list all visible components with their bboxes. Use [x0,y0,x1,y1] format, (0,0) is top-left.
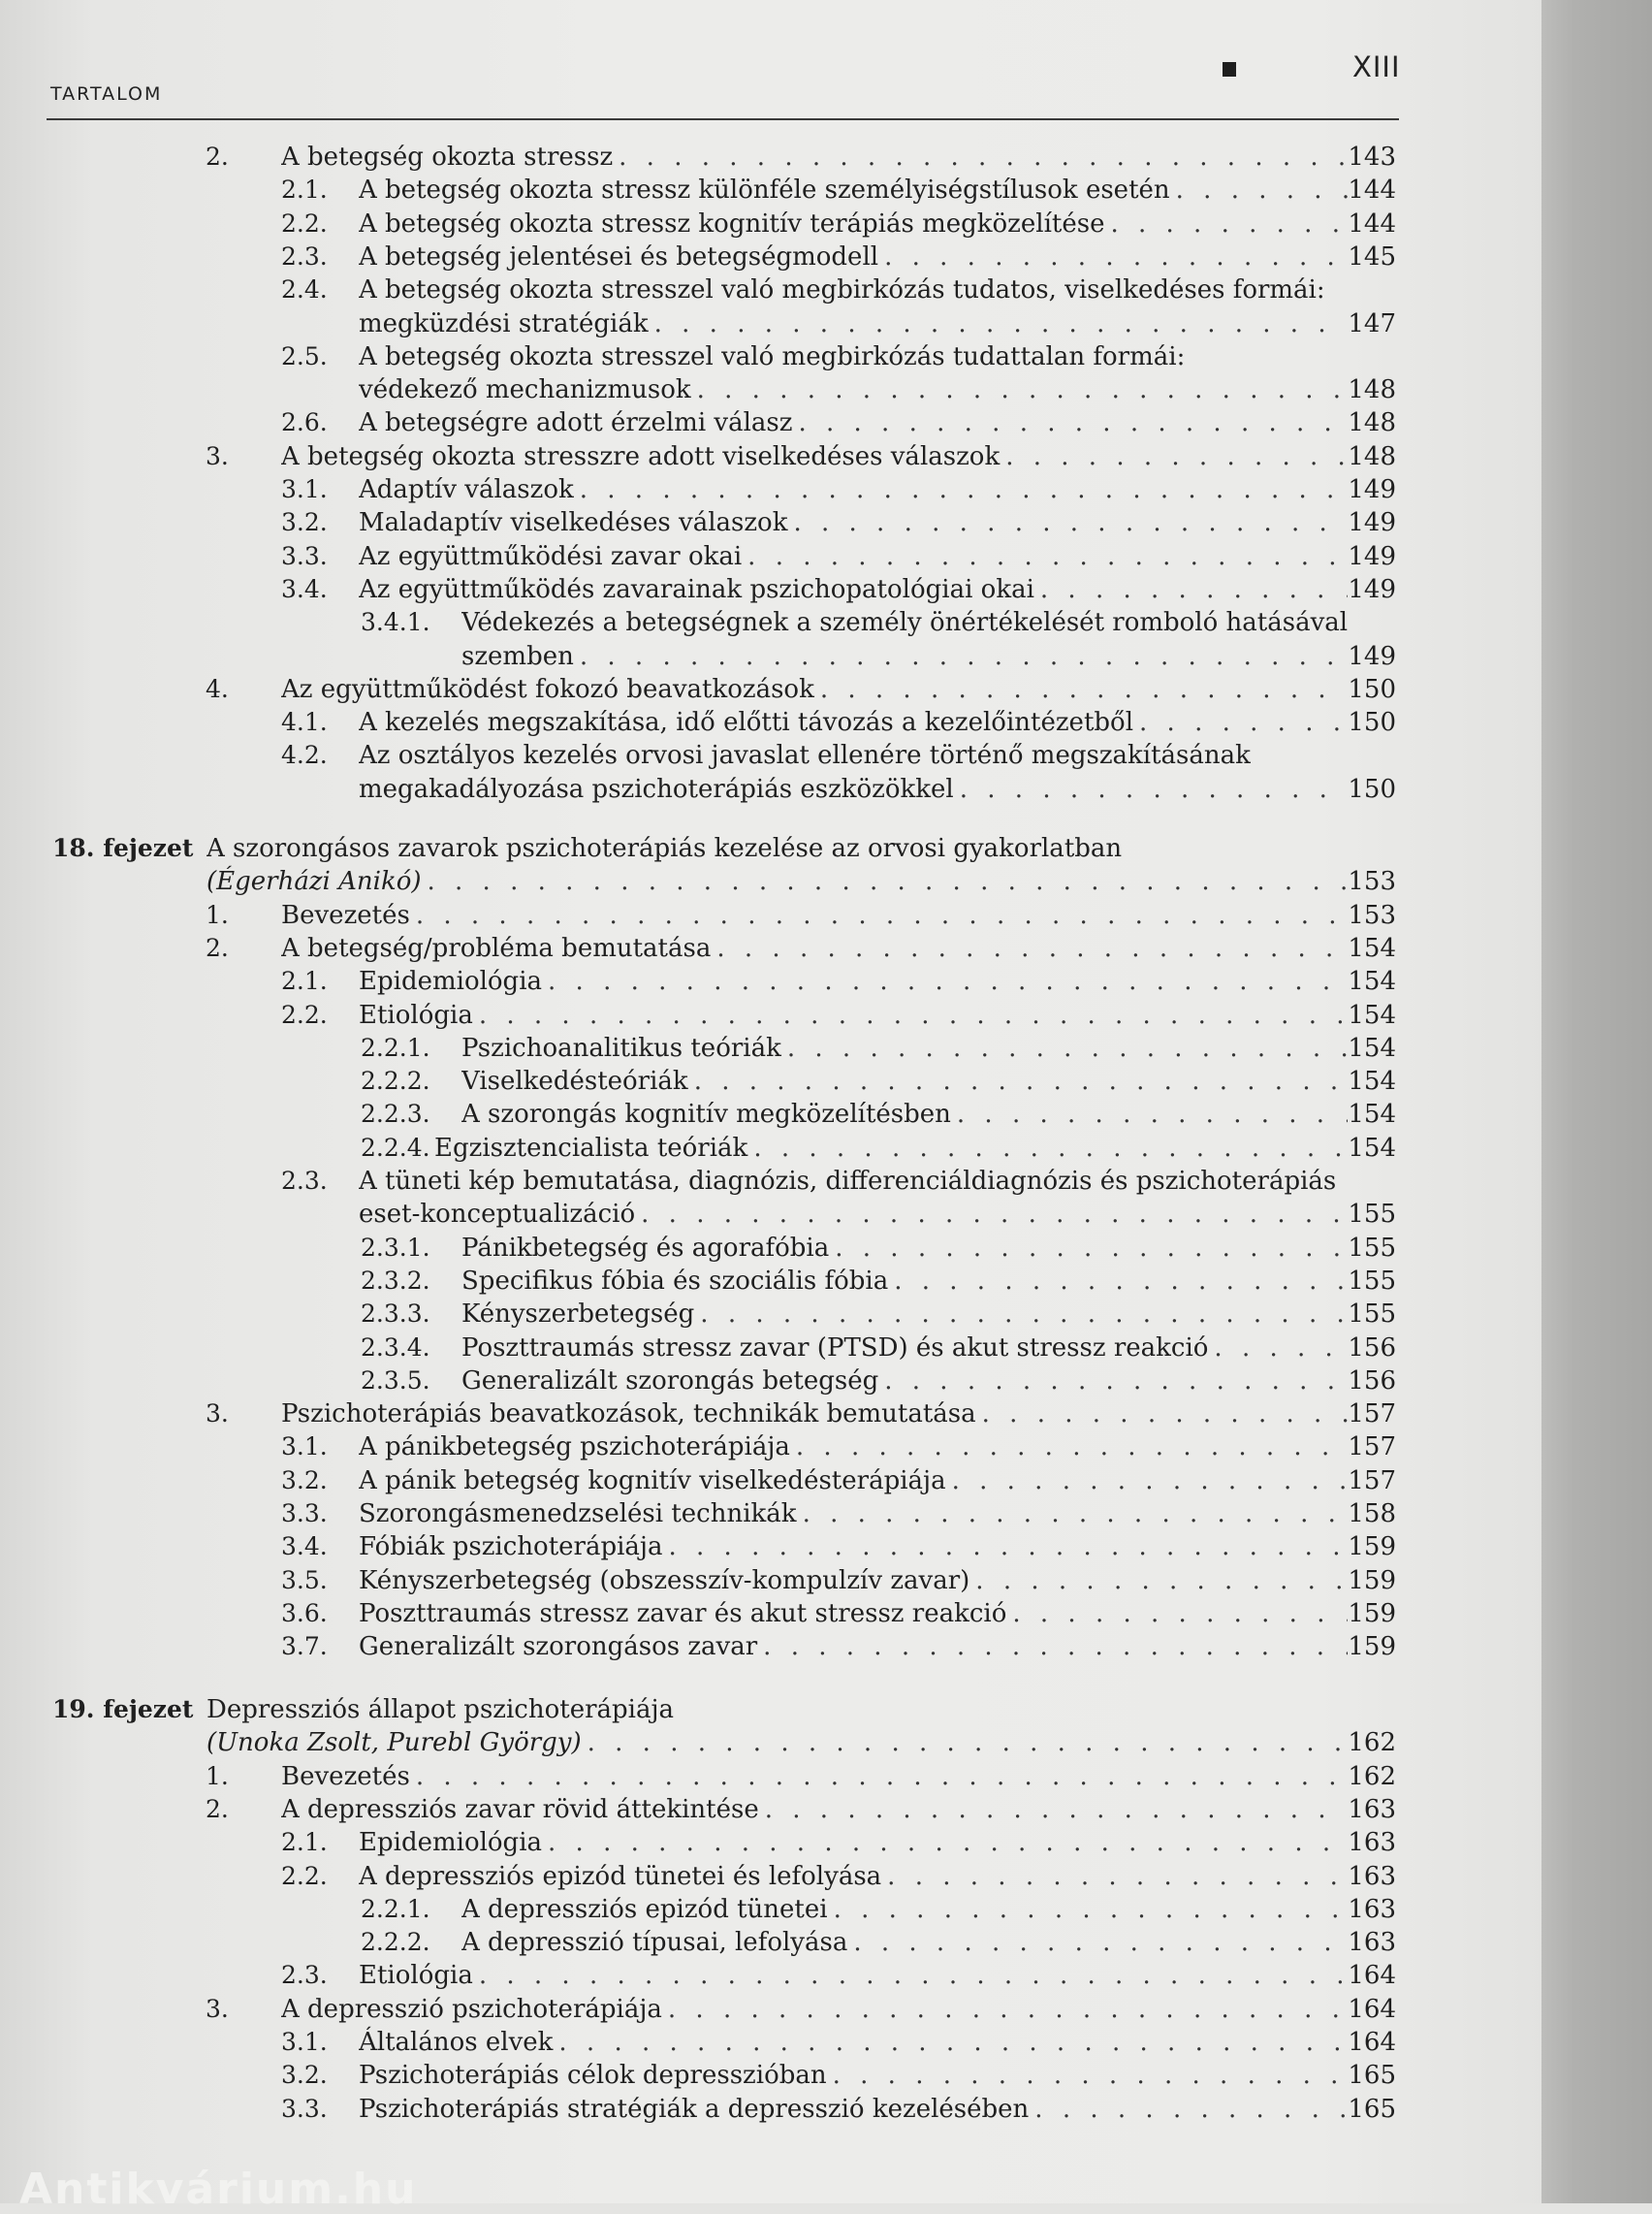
toc-entry-title: Egzisztencialista teóriák [434,1133,748,1163]
toc-entry-leader [613,141,1348,174]
toc-entry-leader [1034,573,1348,606]
toc-entry-page: 157 [1348,1465,1396,1495]
toc-entry-page: 155 [1348,1266,1396,1296]
toc-entry-number: 2.2. [281,1000,328,1029]
toc-entry-title: Az osztályos kezelés orvosi javaslat ellenére történő megszakításának [359,741,1251,771]
toc-entry [359,1597,1396,1630]
toc-entry-cont-page: 148 [1348,375,1396,405]
chapter-authors-page: 162 [1348,1728,1396,1758]
toc-entry-leader [473,1959,1349,1992]
toc-entry-page: 163 [1348,1861,1396,1891]
toc-entry-page: 163 [1348,1828,1396,1858]
toc-entry-title: A betegség jelentései és betegségmodell [359,241,879,272]
toc-entry-leader [976,1397,1349,1430]
toc-entry-leader [1029,2093,1348,2126]
toc-entry-title: A depresszió pszichoterápiája [281,1994,662,2024]
toc-entry-number: 4.1. [281,708,328,737]
toc-entry-leader [553,2026,1348,2059]
toc-entry-title: Epidemiológia [359,1828,543,1858]
toc-entry-leader [711,932,1348,965]
toc-entry-title: A betegség okozta stresszel való megbirkózás tudattalan formái: [359,341,1186,371]
chapter-authors-title: (Égerházi Anikó) [206,867,422,897]
toc-entry [281,1793,1396,1826]
toc-entry-leader [410,899,1349,932]
toc-entry [359,2026,1396,2059]
toc-entry [359,1564,1396,1597]
toc-entry [281,932,1396,965]
toc-entry-page: 164 [1348,1961,1396,1991]
toc-entry [359,999,1396,1032]
toc-entry-leader [1104,208,1348,241]
toc-entry [359,241,1396,273]
toc-entry-page: 164 [1348,2028,1396,2057]
toc-entry [359,965,1396,998]
toc-entry-page: 155 [1348,1233,1396,1263]
chapter-authors [206,1726,1396,1759]
toc-entry-title: Pánikbetegség és agorafóbia [461,1233,830,1263]
toc-entry [461,1065,1396,1098]
chapter-authors-leader [582,1726,1349,1759]
chapter-title [206,1693,674,1726]
toc-entry-title: Epidemiológia [359,967,543,997]
toc-entry-title: A betegség okozta stresszel való megbirkózás tudatos, viselkedéses formái: [359,275,1325,305]
toc-entry-cont-title: védekező mechanizmusok [359,375,691,405]
toc-entry-page: 149 [1348,541,1396,571]
chapter-title [206,832,1122,865]
toc-entry-number: 2.2. [281,209,328,238]
toc-entry-number: 1. [206,1761,229,1790]
toc-entry-title: Bevezetés [281,1761,410,1791]
toc-entry-leader [663,1530,1349,1563]
toc-entry [359,506,1396,539]
toc-entry-title: Generalizált szorongásos zavar [359,1632,758,1662]
toc-entry-number: 3.5. [281,1565,328,1594]
toc-entry-cont-leader [649,307,1349,340]
toc-entry-leader [797,1497,1349,1530]
toc-entry-cont [461,640,1396,673]
toc-entry-leader [1000,440,1348,473]
toc-entry-leader [881,1860,1348,1893]
toc-entry [359,1630,1396,1663]
toc-entry-number: 3.4. [281,574,328,603]
toc-entry-title: A kezelés megszakítása, idő előtti távozás a kezelőintézetből [359,708,1134,738]
toc-entry-title: Az együttműködési zavar okai [359,541,743,571]
toc-entry [281,1397,1396,1430]
toc-entry-leader [759,1793,1349,1826]
toc-entry-number: 2.4. [281,275,328,305]
toc-entry-title: Általános elvek [359,2028,554,2057]
toc-entry [359,1464,1396,1497]
toc-entry-number: 2.3. [281,1961,328,1990]
toc-entry-title: A depressziós epizód tünetei [461,1894,828,1924]
toc-entry-title: Specifikus fóbia és szociális fóbia [461,1266,889,1296]
chapter-label: 18. fejezet [52,834,194,862]
toc-entry-leader [946,1464,1349,1497]
toc-entry-cont-title: megküzdési stratégiák [359,308,649,338]
toc-entry-title: A pánik betegség kognitív viselkedésterápiája [359,1465,946,1495]
toc-entry-title: Generalizált szorongás betegség [461,1365,879,1396]
toc-entry-leader [1006,1597,1348,1630]
toc-entry-number: 3.6. [281,1598,328,1627]
toc-entry-title: A betegségre adott érzelmi válasz [359,408,793,438]
toc-entry-number: 2. [206,1794,229,1823]
toc-entry [281,899,1396,932]
toc-entry-page: 165 [1348,2061,1396,2091]
toc-entry-page: 154 [1348,1133,1396,1163]
toc-entry-number: 3.2. [281,2061,328,2090]
toc-entry-number: 3.3. [281,1499,328,1527]
toc-entry-title: Adaptív válaszok [359,475,574,504]
toc-entry [461,1332,1396,1364]
toc-entry-page: 158 [1348,1499,1396,1528]
toc-entry [359,208,1396,241]
watermark: Antikvárium.hu [19,2165,418,2214]
toc-entry-title: A betegség okozta stressz [281,143,614,172]
toc-entry-title: Az együttműködés zavarainak pszichopatológiai okai [359,574,1034,604]
toc-entry-page: 150 [1348,708,1396,738]
toc-entry-leader [542,1826,1348,1859]
toc-entry-title: A pánikbetegség pszichoterápiája [359,1432,790,1462]
toc-entry-title: Bevezetés [281,900,410,930]
toc-entry-cont-title: eset-konceptualizáció [359,1200,636,1230]
toc-entry-number: 2.5. [281,341,328,370]
toc-entry [281,1993,1396,2026]
toc-entry-title: Pszichoterápiás beavatkozások, technikák bemutatása [281,1399,976,1429]
toc-entry-page: 149 [1348,475,1396,504]
toc-entry-page: 163 [1348,1794,1396,1824]
toc-entry [461,1032,1396,1065]
toc-entry [359,706,1396,739]
toc-entry-number: 2.3.4. [361,1332,430,1362]
toc-entry-leader [742,540,1348,573]
toc-entry [359,406,1396,439]
toc-entry-title: Etiológia [359,1961,473,1991]
toc-entry [461,1232,1396,1265]
toc-entry-cont-leader [691,373,1349,406]
toc-entry-number: 1. [206,900,229,929]
toc-entry-title: Az együttműködést fokozó beavatkozások [281,674,814,704]
toc-entry-page: 155 [1348,1300,1396,1330]
toc-entry-title: A betegség okozta stressz kognitív terápiás megközelítése [359,209,1105,239]
toc-entry-leader [792,406,1348,439]
toc-entry [359,1959,1396,1992]
toc-entry [461,1265,1396,1298]
toc-entry-title: A szorongás kognitív megközelítésben [461,1100,951,1130]
toc-entry-page: 154 [1348,1067,1396,1097]
toc-entry [281,141,1396,174]
toc-entry-title: Pszichoanalitikus teóriák [461,1033,781,1063]
toc-entry-cont-leader [635,1198,1348,1231]
toc-entry [434,1132,1396,1165]
toc-entry-title: Védekezés a betegségnek a személy önértékelését romboló hatásával [461,608,1349,638]
toc-entry-page: 164 [1348,1994,1396,2024]
toc-entry [359,1860,1396,1893]
toc-entry [359,1497,1396,1530]
toc-entry-cont-leader [954,773,1349,806]
toc-entry-cont-page: 155 [1348,1200,1396,1230]
toc-entry-title: A depresszió típusai, lefolyása [461,1928,848,1958]
chapter-title-title: Depressziós állapot pszichoterápiája [206,1695,675,1724]
toc-entry-page: 159 [1348,1632,1396,1662]
toc-entry-number: 2.3.1. [361,1233,430,1262]
toc-entry-number: 2. [206,143,229,171]
chapter-title-title: A szorongásos zavarok pszichoterápiás kezelése az orvosi gyakorlatban [206,834,1123,863]
toc-entry-number: 2.3. [281,241,328,271]
toc-entry-title: Szorongásmenedzselési technikák [359,1499,797,1528]
toc-entry-title: Pszichoterápiás célok depresszióban [359,2061,827,2091]
toc-entry-title: A depressziós epizód tünetei és lefolyása [359,1861,882,1891]
toc-entry-number: 4. [206,674,229,703]
toc-entry-page: 153 [1348,900,1396,930]
toc-entry-title: Pszichoterápiás stratégiák a depresszió kezelésében [359,2094,1030,2124]
toc-entry-page: 154 [1348,967,1396,997]
toc-entry-number: 2.2.2. [361,1928,430,1957]
toc-entry-number: 3.3. [281,2094,328,2123]
toc-entry-page: 143 [1348,143,1396,172]
toc-entry-leader [888,1265,1348,1298]
toc-entry-leader [878,1364,1348,1397]
toc-entry-page: 145 [1348,241,1396,272]
toc-entry-number: 3.1. [281,475,328,503]
toc-entry-leader [951,1098,1348,1131]
toc-entry-leader [410,1760,1349,1793]
toc-entry-page: 149 [1348,508,1396,538]
toc-entry-page: 159 [1348,1565,1396,1595]
toc-entry-leader [574,473,1349,506]
toc-entry-leader [1170,174,1349,207]
toc-entry-cont [359,1198,1396,1231]
toc-entry [281,673,1396,706]
toc-entry-number: 2.2. [281,1861,328,1890]
chapter-authors-title: (Unoka Zsolt, Purebl György) [206,1728,582,1758]
toc-entry-number: 3.2. [281,1465,328,1494]
toc-entry-page: 144 [1348,176,1396,206]
toc-entry [359,2059,1396,2092]
toc-entry-leader [878,241,1348,273]
toc-entry-number: 2.3.2. [361,1266,430,1295]
toc-entry [461,1364,1396,1397]
toc-entry-leader [781,1032,1349,1065]
toc-entry-page: 163 [1348,1928,1396,1958]
toc-entry [281,1760,1396,1793]
toc-entry-page: 156 [1348,1332,1396,1363]
toc-entry-leader [829,1232,1348,1265]
toc-entry-page: 149 [1348,574,1396,604]
toc-entry-cont-page: 150 [1348,774,1396,804]
toc-entry [359,540,1396,573]
toc-entry-leader [542,965,1348,998]
toc-entry-page: 154 [1348,1100,1396,1130]
toc-entry [461,1098,1396,1131]
toc-entry [359,2093,1396,2126]
toc-entry-page: 157 [1348,1432,1396,1462]
toc-entry [359,1430,1396,1463]
toc-entry-page: 148 [1348,408,1396,438]
toc-entry-number: 2.1. [281,176,328,205]
toc-entry-cont-title: megakadályozása pszichoterápiás eszközökkel [359,774,954,804]
toc-entry-leader [827,2059,1349,2092]
toc-entry [359,174,1396,207]
toc-entry-leader [787,506,1348,539]
toc-entry-title: A betegség okozta stresszre adott viselkedéses válaszok [281,441,1001,471]
toc-entry-number: 3. [206,441,229,470]
toc-entry-leader [969,1564,1348,1597]
toc-entry-cont [359,373,1396,406]
toc-entry-title: Kényszerbetegség [461,1300,695,1330]
toc-entry-number: 2.2.3. [361,1100,430,1129]
running-header-title: TARTALOM [50,83,163,105]
toc-entry-cont-page: 149 [1348,641,1396,671]
toc-entry-leader [814,673,1349,706]
toc-entry-number: 2.3.3. [361,1300,430,1329]
toc-entry-number: 3.1. [281,1432,328,1461]
toc-entry-cont-page: 147 [1348,308,1396,338]
toc-entry [359,573,1396,606]
toc-entry-number: 4.2. [281,741,328,770]
toc-entry-leader [1133,706,1348,739]
toc-entry [359,739,1251,772]
toc-entry-page: 156 [1348,1365,1396,1396]
toc-entry-leader [747,1132,1348,1165]
toc-entry-leader [662,1993,1348,2026]
toc-entry-number: 3.7. [281,1632,328,1661]
toc-entry-page: 159 [1348,1532,1396,1562]
toc-entry-number: 2.2.1. [361,1033,430,1062]
toc-entry-number: 2.1. [281,967,328,996]
toc-entry-number: 3.4. [281,1532,328,1561]
toc-entry-number: 2. [206,933,229,962]
toc-entry [359,1826,1396,1859]
toc-entry [281,440,1396,473]
toc-entry-title: Fóbiák pszichoterápiája [359,1532,663,1562]
toc-entry-leader [694,1298,1348,1331]
toc-entry-number: 2.2.1. [361,1894,430,1923]
chapter-authors-page: 153 [1348,867,1396,897]
toc-entry-cont-title: szemben [461,641,574,671]
toc-entry-number: 3. [206,1994,229,2023]
toc-entry [359,273,1325,306]
toc-entry-page: 150 [1348,674,1396,704]
toc-entry [461,1298,1396,1331]
chapter-authors [206,865,1396,898]
toc-entry-leader [1208,1332,1348,1364]
toc-entry-title: Etiológia [359,1000,473,1030]
toc-entry-title: Viselkedésteóriák [461,1067,688,1097]
toc-entry-title: Poszttraumás stressz zavar és akut stressz reakció [359,1598,1007,1628]
page-number: XIII [1352,50,1401,83]
toc-entry [461,1893,1396,1926]
toc-entry-number: 3. [206,1399,229,1428]
toc-entry-leader [847,1926,1348,1959]
toc-entry [359,1165,1336,1198]
toc-entry-number: 2.6. [281,408,328,437]
toc-entry-leader [688,1065,1349,1098]
page-edge [1541,0,1652,2203]
chapter-authors-leader [422,865,1349,898]
toc-entry-page: 154 [1348,1033,1396,1063]
toc-entry-number: 3.2. [281,508,328,537]
toc-entry-leader [757,1630,1348,1663]
toc-entry-page: 163 [1348,1894,1396,1924]
toc-entry-title: A betegség/probléma bemutatása [281,933,712,963]
chapter-label: 19. fejezet [52,1695,194,1723]
toc-entry-page: 154 [1348,1000,1396,1030]
toc-entry-number: 2.3. [281,1167,328,1195]
toc-entry-leader [473,999,1349,1032]
toc-entry-cont [359,307,1396,340]
toc-entry-page: 157 [1348,1399,1396,1429]
toc-entry-title: Poszttraumás stressz zavar (PTSD) és akut stressz reakció [461,1332,1209,1363]
toc-entry-number: 3.3. [281,541,328,570]
toc-entry-title: Kényszerbetegség (obszesszív-kompulzív zavar) [359,1565,970,1595]
toc-entry-cont-leader [574,640,1349,673]
toc-entry-number: 2.1. [281,1828,328,1857]
toc-entry-page: 148 [1348,441,1396,471]
toc-entry-number: 2.2.2. [361,1067,430,1096]
toc-entry-number: 2.3.5. [361,1365,430,1395]
toc-entry-cont [359,773,1396,806]
toc-entry [359,1530,1396,1563]
toc-entry-page: 144 [1348,209,1396,239]
toc-entry-title: A betegség okozta stressz különféle személyiségstílusok esetén [359,176,1170,206]
toc-entry-page: 165 [1348,2094,1396,2124]
toc-entry [461,606,1348,639]
toc-entry-leader [790,1430,1348,1463]
toc-entry-number: 3.1. [281,2028,328,2056]
toc-entry [359,340,1185,373]
toc-entry-number: 3.4.1. [361,608,430,637]
toc-entry [359,473,1396,506]
toc-entry-page: 154 [1348,933,1396,963]
toc-entry-leader [828,1893,1349,1926]
toc-entry [461,1926,1396,1959]
toc-entry-page: 159 [1348,1598,1396,1628]
toc-entry-number: 2.2.4. [361,1133,430,1162]
toc-entry-title: A tüneti kép bemutatása, diagnózis, differenciáldiagnózis és pszichoterápiás [359,1167,1337,1196]
toc-entry-title: A depressziós zavar rövid áttekintése [281,1794,759,1824]
toc-entry-page: 162 [1348,1761,1396,1791]
toc-entry-title: Maladaptív viselkedéses válaszok [359,508,788,538]
